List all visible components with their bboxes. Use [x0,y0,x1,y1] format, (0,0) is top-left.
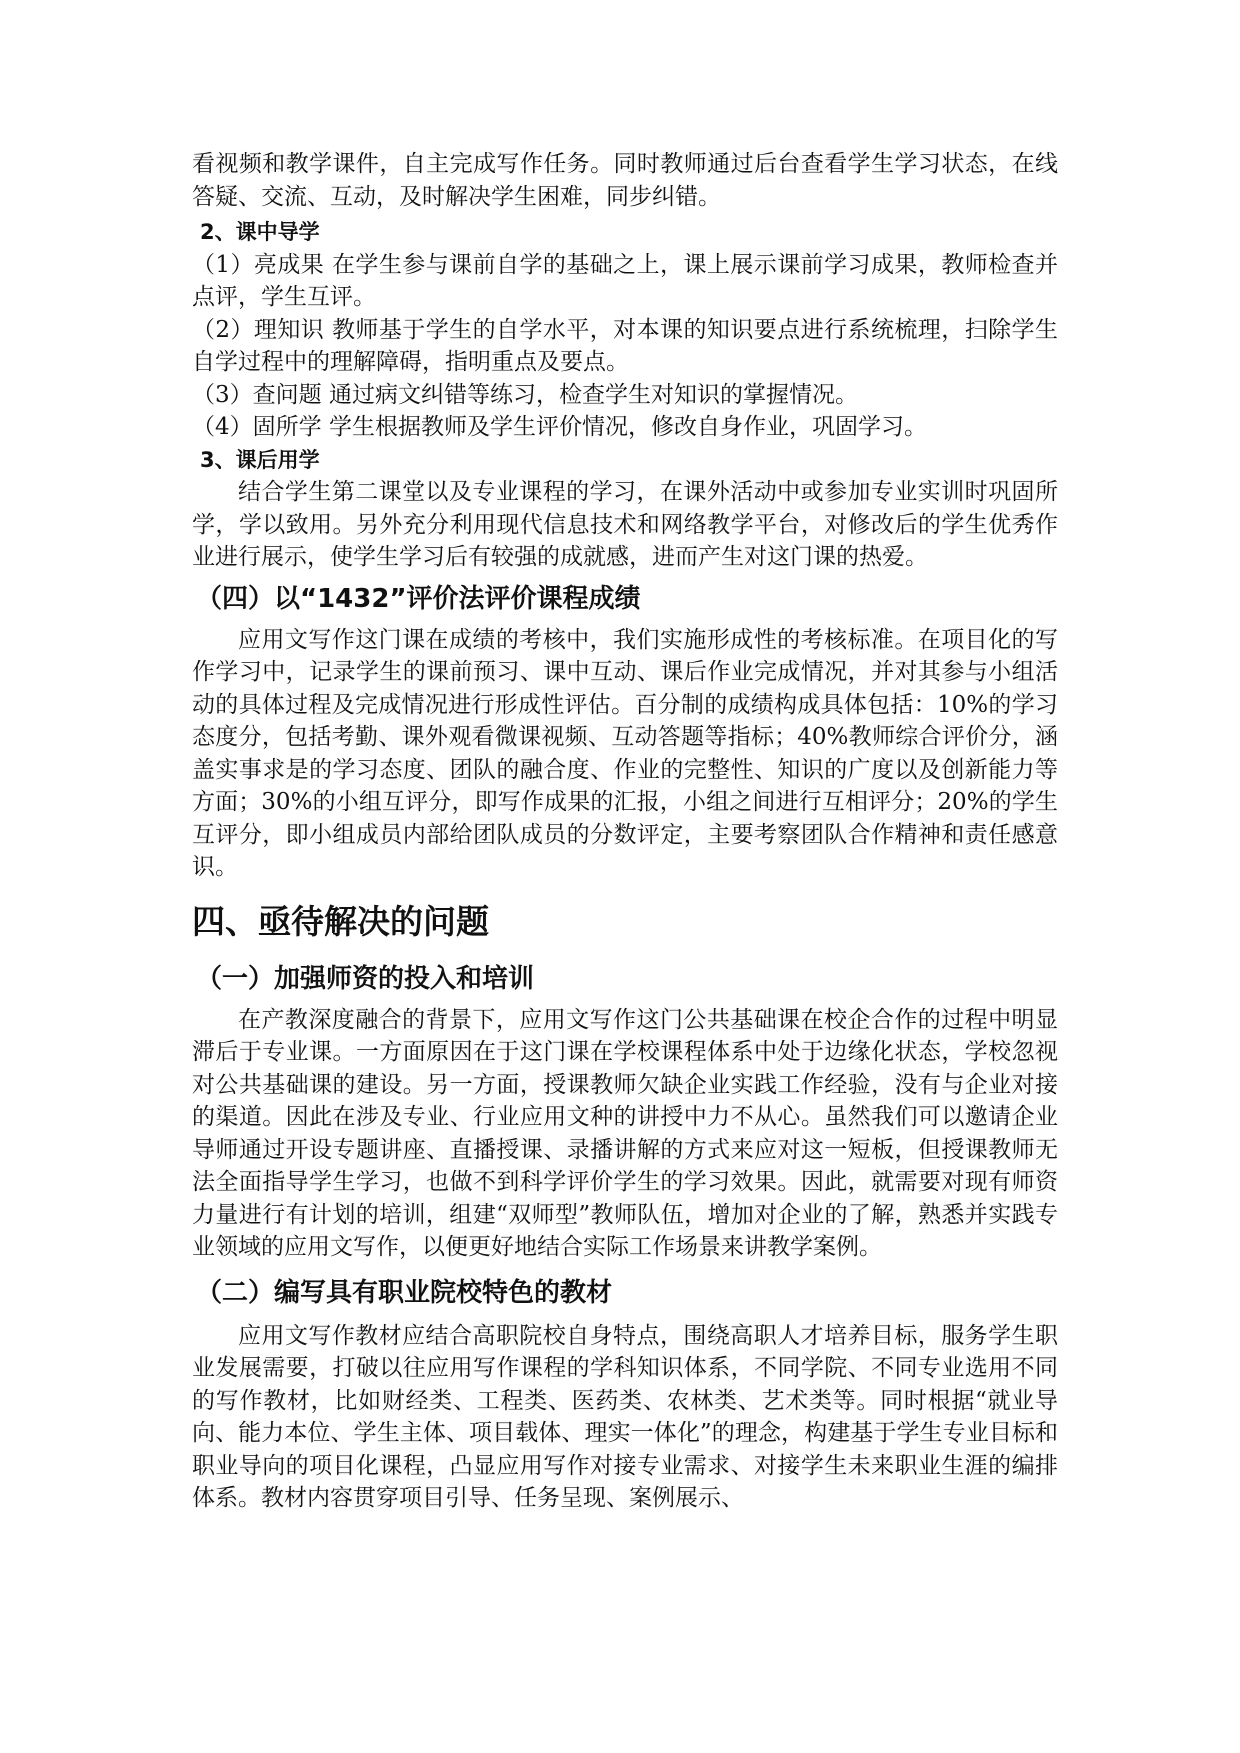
list-item-3: （3）查问题 通过病文纠错等练习，检查学生对知识的掌握情况。 [192,381,858,408]
section-heading-textbooks: （二）编写具有职业院校特色的教材 [196,1277,613,1308]
document-page [192,148,1058,1515]
list-item-4: （4）固所学 学生根据教师及学生评价情况，修改自身作业，巩固学习。 [192,414,927,440]
section-heading-teachers: （一）加强师资的投入和培训 [196,963,535,994]
subsection-heading-in-class: 2、课中导学 [200,220,320,244]
paragraph-after-class: 结合学生第二课堂以及专业课程的学习，在课外活动中或参加专业实训时巩固所学，学以致用。另外充分利用现代信息技术和网络教学平台，对修改后的学生优秀作业进行展示，使学生学习后有较强的成就感，进而产生对这门课的热爱。 [192,479,1058,570]
list-item-1: （1）亮成果 在学生参与课前自学的基础之上，课上展示课前学习成果，教师检查并点评，学生互评。 [192,251,1058,310]
paragraph-continued: 看视频和教学课件，自主完成写作任务。同时教师通过后台查看学生学习状态，在线答疑、交流、互动，及时解决学生困难，同步纠错。 [192,151,1058,210]
paragraph-teachers: 在产教深度融合的背景下，应用文写作这门公共基础课在校企合作的过程中明显滞后于专业课。一方面原因在于这门课在学校课程体系中处于边缘化状态，学校忽视对公共基础课的建设。另一方面，授课教师欠缺企业实践工作经验，没有与企业对接的渠道。因此在涉及专业、行业应用文种的讲授中力不从心。虽然我们可以邀请企业导师通过开设专题讲座、直播授课、录播讲解的方式来应对这一短板，但授课教师无法全面指导学生学习，也做不到科学评价学生的学习效果。因此，就需要对现有师资力量进行有计划的培训，组建“双师型”教师队伍，增加对企业的了解，熟悉并实践专业领域的应用文写作，以便更好地结合实际工作场景来讲教学案例。 [192,1006,1058,1260]
chapter-heading: 四、亟待解决的问题 [192,901,489,941]
paragraph-textbooks: 应用文写作教材应结合高职院校自身特点，围绕高职人才培养目标，服务学生职业发展需要，打破以往应用写作课程的学科知识体系，不同学院、不同专业选用不同的写作教材，比如财经类、工程类、医药类、农林类、艺术类等。同时根据“就业导向、能力本位、学生主体、项目载体、理实一体化”的理念，构建基于学生专业目标和职业导向的项目化课程，凸显应用写作对接专业需求、对接学生未来职业生涯的编排体系。教材内容贯穿项目引导、任务呈现、案例展示、 [192,1322,1058,1511]
subsection-heading-after-class: 3、课后用学 [200,447,320,472]
paragraph-evaluation: 应用文写作这门课在成绩的考核中，我们实施形成性的考核标准。在项目化的写作学习中，记录学生的课前预习、课中互动、课后作业完成情况，并对其参与小组活动的具体过程及完成情况进行形成性评估。百分制的成绩构成具体包括：10%的学习态度分，包括考勤、课外观看微课视频、互动答题等指标；40%教师综合评价分，涵盖实事求是的学习态度、团队的融合度、作业的完整性、知识的广度以及创新能力等方面；30%的小组互评分，即写作成果的汇报，小组之间进行互相评分；20%的学生互评分，即小组成员内部给团队成员的分数评定，主要考察团队合作精神和责任感意识。 [192,626,1058,880]
section-heading-evaluation: （四）以“1432”评价法评价课程成绩 [196,583,641,614]
list-item-2: （2）理知识 教师基于学生的自学水平，对本课的知识要点进行系统梳理，扫除学生自学过程中的理解障碍，指明重点及要点。 [192,316,1058,375]
